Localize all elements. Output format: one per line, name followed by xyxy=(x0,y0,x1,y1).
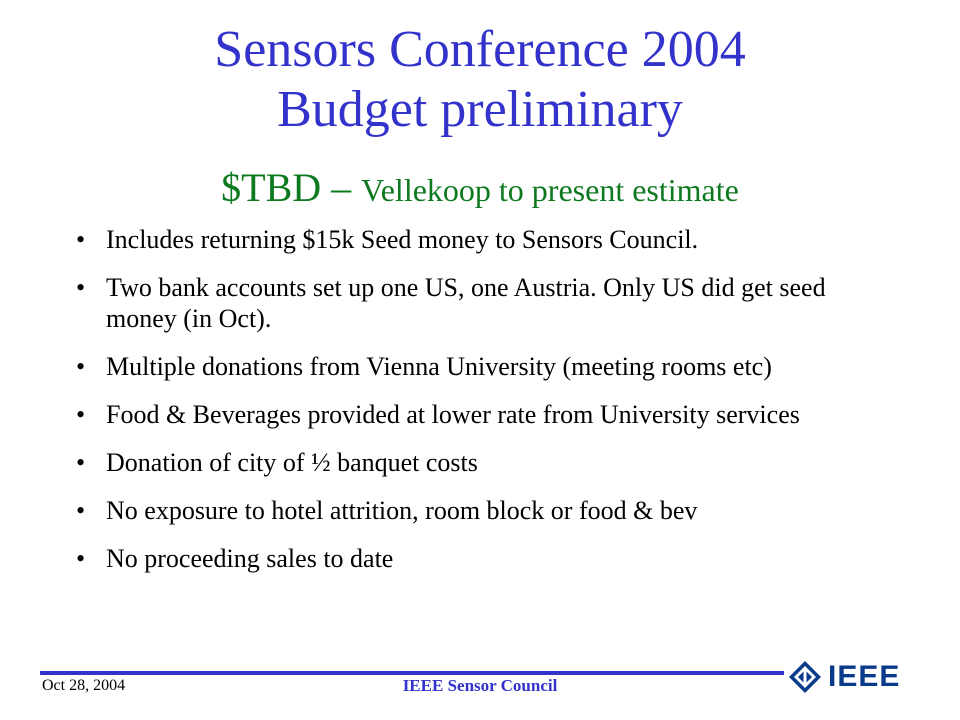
title-line-2: Budget preliminary xyxy=(277,81,683,138)
subtitle-note: Vellekoop to present estimate xyxy=(361,172,739,208)
bullet-marker: • xyxy=(76,448,86,477)
slide-title xyxy=(0,20,960,140)
bullet-text: No proceeding sales to date xyxy=(106,544,394,573)
list-item xyxy=(76,351,876,382)
footer-divider xyxy=(40,671,784,675)
title-line-1: Sensors Conference 2004 xyxy=(214,21,746,78)
bullet-marker: • xyxy=(76,544,86,573)
subtitle-amount: $TBD – xyxy=(221,165,362,210)
bullet-text: Two bank accounts set up one US, one Austria. Only US did get seed money (in Oct). xyxy=(106,273,826,333)
bullet-text: Food & Beverages provided at lower rate from University services xyxy=(106,400,800,429)
footer-organization: IEEE Sensor Council xyxy=(402,676,558,695)
footer-date: Oct 28, 2004 xyxy=(42,677,126,694)
bullet-text: Multiple donations from Vienna University (meeting rooms etc) xyxy=(106,352,772,381)
bullet-text: No exposure to hotel attrition, room block or food & bev xyxy=(106,496,698,525)
slide-subtitle xyxy=(0,164,960,211)
bullet-marker: • xyxy=(76,273,86,302)
list-item xyxy=(76,224,876,255)
logo-text: IEEE xyxy=(828,660,901,693)
list-item xyxy=(76,543,876,574)
bullet-marker: • xyxy=(76,400,86,429)
ieee-logo xyxy=(788,656,908,698)
bullet-marker: • xyxy=(76,225,86,254)
bullet-text: Includes returning $15k Seed money to Sensors Council. xyxy=(106,225,699,254)
bullet-marker: • xyxy=(76,352,86,381)
list-item xyxy=(76,272,876,334)
bullet-list xyxy=(76,224,876,591)
list-item xyxy=(76,495,876,526)
bullet-marker: • xyxy=(76,496,86,525)
bullet-text: Donation of city of ½ banquet costs xyxy=(106,448,478,477)
list-item xyxy=(76,399,876,430)
list-item xyxy=(76,447,876,478)
ieee-diamond-icon xyxy=(788,660,822,694)
